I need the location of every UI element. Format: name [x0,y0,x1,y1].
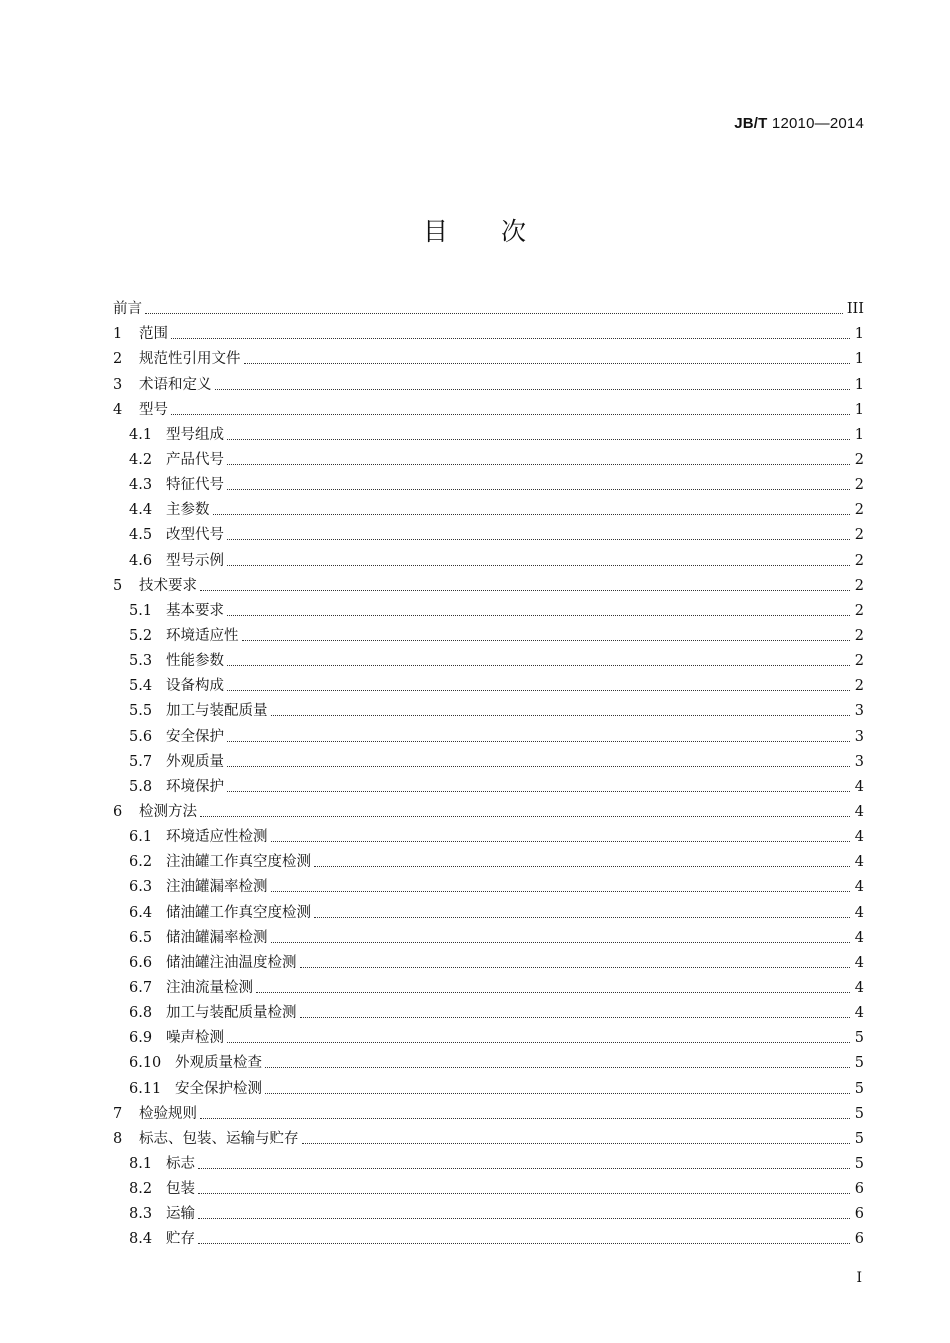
toc-dot-leader [256,991,850,993]
toc-entry-label: 噪声检测 [166,1030,224,1047]
toc-dot-leader [198,1167,850,1169]
toc-entry-label: 环境适应性检测 [166,829,268,846]
toc-entry-number: 6.4 [129,904,153,921]
toc-entry-page: 6 [854,1231,864,1248]
toc-entry-label: 产品代号 [166,451,224,468]
toc-entry-page: 2 [854,552,864,569]
toc-entry-page: 2 [854,527,864,544]
toc-dot-leader [171,413,850,415]
toc-entry-page: 6 [854,1181,864,1198]
toc-entry-number: 3 [113,376,123,393]
toc-entry-number: 6 [113,803,123,820]
toc-dot-leader [145,312,843,314]
toc-dot-leader [215,388,851,390]
toc-entry-number: 8.4 [129,1231,153,1248]
toc-dot-leader [271,714,851,716]
toc-dot-leader [314,865,850,867]
toc-dot-leader [198,1242,850,1244]
toc-entry-page: 2 [854,602,864,619]
toc-entry[interactable] [113,972,864,997]
toc-entry[interactable] [113,771,864,796]
toc-dot-leader [242,639,851,641]
toc-dot-leader [271,890,851,892]
toc-entry-label: 加工与装配质量检测 [166,1005,297,1022]
toc-entry[interactable] [113,343,864,368]
toc-entry-page: 2 [854,627,864,644]
toc-dot-leader [300,966,851,968]
toc-entry[interactable] [113,444,864,469]
toc-entry-page: 1 [854,401,864,418]
page-title-char-2: 次 [501,217,528,246]
toc-entry-number: 4.4 [129,502,153,519]
toc-entry-page: 2 [854,477,864,494]
toc-dot-leader [200,589,850,591]
toc-entry-label: 标志 [166,1155,195,1172]
document-code-number: 12010—2014 [771,115,864,132]
toc-entry[interactable] [113,947,864,972]
toc-entry-label: 包装 [166,1181,195,1198]
toc-dot-leader [213,513,851,515]
toc-entry-page: 2 [854,653,864,670]
toc-entry[interactable] [113,1123,864,1148]
toc-entry-page: 3 [854,753,864,770]
toc-entry[interactable] [113,368,864,393]
toc-entry[interactable] [113,394,864,419]
toc-entry-label: 检验规则 [139,1105,197,1122]
toc-entry-label: 主参数 [166,502,210,519]
toc-entry-number: 5 [113,577,123,594]
toc-entry-page: 5 [854,1155,864,1172]
toc-entry-number: 4 [113,401,123,418]
toc-dot-leader [227,614,850,616]
toc-entry[interactable] [113,846,864,871]
toc-entry-number: 5.5 [129,703,153,720]
toc-entry-page: 2 [854,451,864,468]
toc-entry[interactable] [113,318,864,343]
toc-entry-label: 注油罐工作真空度检测 [166,854,311,871]
toc-entry-number: 6.10 [129,1055,162,1072]
toc-entry[interactable] [113,544,864,569]
toc-entry-number: 8.3 [129,1206,153,1223]
toc-entry-page: 1 [854,351,864,368]
toc-entry-page: 2 [854,678,864,695]
toc-dot-leader [265,1066,850,1068]
toc-entry[interactable] [113,720,864,745]
toc-entry-label: 术语和定义 [139,376,212,393]
toc-dot-leader [227,1041,850,1043]
toc-entry-page: 5 [854,1080,864,1097]
toc-entry[interactable] [113,796,864,821]
toc-entry-number: 1 [113,326,123,343]
toc-entry-label: 规范性引用文件 [139,351,241,368]
toc-entry-number: 5.1 [129,602,153,619]
toc-entry-label: 贮存 [166,1231,195,1248]
toc-entry-number: 2 [113,351,123,368]
toc-entry-number: 4.6 [129,552,153,569]
toc-entry-label: 型号 [139,401,168,418]
toc-entry-label: 型号示例 [166,552,224,569]
toc-entry-label: 运输 [166,1206,195,1223]
toc-entry-label: 标志、包装、运输与贮存 [139,1130,299,1147]
toc-entry-label: 环境保护 [166,778,224,795]
toc-dot-leader [300,1016,851,1018]
toc-entry-label: 设备构成 [166,678,224,695]
toc-entry-page: 4 [854,879,864,896]
toc-entry-label: 特征代号 [166,477,224,494]
toc-entry-page: 5 [854,1130,864,1147]
toc-entry-page: 4 [854,1005,864,1022]
toc-dot-leader [227,564,850,566]
toc-entry[interactable] [113,1223,864,1248]
toc-entry-page: 1 [854,426,864,443]
toc-entry-number: 8.1 [129,1155,153,1172]
toc-entry-page: 4 [854,979,864,996]
document-code-prefix: JB/T [734,115,768,132]
toc-dot-leader [198,1192,850,1194]
toc-dot-leader [314,916,850,918]
toc-entry-page: 3 [854,728,864,745]
toc-entry-number: 5.6 [129,728,153,745]
toc-entry-number: 6.11 [129,1080,162,1097]
toc-entry[interactable] [113,871,864,896]
toc-entry-page: 4 [854,803,864,820]
toc-entry-number: 7 [113,1105,123,1122]
toc-entry-page: 3 [854,703,864,720]
toc-entry-number: 5.4 [129,678,153,695]
toc-entry-number: 6.5 [129,929,153,946]
toc-entry[interactable] [113,1148,864,1173]
toc-entry[interactable] [113,670,864,695]
toc-entry[interactable] [113,1098,864,1123]
toc-entry-page: 5 [854,1105,864,1122]
toc-entry[interactable] [113,746,864,771]
toc-entry-label: 型号组成 [166,426,224,443]
toc-dot-leader [271,840,851,842]
toc-entry-label: 改型代号 [166,527,224,544]
page-number: I [856,1270,862,1286]
toc-dot-leader [227,488,850,490]
toc-dot-leader [227,438,850,440]
toc-dot-leader [227,790,850,792]
toc-entry-label: 安全保护检测 [175,1080,262,1097]
toc-entry-label: 环境适应性 [166,627,239,644]
toc-entry[interactable] [113,1173,864,1198]
toc-entry-number: 6.1 [129,829,153,846]
toc-entry-number: 5.3 [129,653,153,670]
toc-entry[interactable] [113,645,864,670]
toc-entry-label: 注油流量检测 [166,979,253,996]
toc-entry[interactable] [113,922,864,947]
toc-entry[interactable] [113,419,864,444]
toc-entry-page: 4 [854,929,864,946]
toc-entry[interactable] [113,997,864,1022]
toc-entry-label: 储油罐注油温度检测 [166,954,297,971]
toc-dot-leader [227,463,850,465]
toc-entry-page: 4 [854,904,864,921]
toc-dot-leader [171,337,850,339]
toc-entry[interactable] [113,595,864,620]
toc-entry[interactable] [113,1022,864,1047]
toc-entry-label: 注油罐漏率检测 [166,879,268,896]
toc-entry-number: 5.7 [129,753,153,770]
toc-dot-leader [227,689,850,691]
toc-entry-label: 储油罐漏率检测 [166,929,268,946]
toc-entry-number: 8 [113,1130,123,1147]
toc-dot-leader [265,1092,850,1094]
toc-entry-number: 5.8 [129,778,153,795]
toc-dot-leader [227,664,850,666]
toc-entry-number: 4.5 [129,527,153,544]
page-title-char-1: 目 [422,217,449,246]
toc-entry-label: 基本要求 [166,602,224,619]
toc-entry-label: 检测方法 [139,803,197,820]
toc-entry[interactable] [113,494,864,519]
toc-entry[interactable] [113,1072,864,1097]
toc-entry-page: 2 [854,577,864,594]
toc-entry-number: 6.6 [129,954,153,971]
toc-entry-page: 4 [854,829,864,846]
toc-entry-number: 6.9 [129,1030,153,1047]
toc-entry-page: III [846,301,864,318]
table-of-contents [113,293,864,1248]
toc-dot-leader [227,765,850,767]
toc-dot-leader [200,1117,850,1119]
toc-entry-page: 1 [854,326,864,343]
toc-entry[interactable] [113,896,864,921]
document-code [734,115,864,132]
toc-entry-number: 6.3 [129,879,153,896]
toc-entry-number: 6.7 [129,979,153,996]
toc-entry-number: 4.2 [129,451,153,468]
toc-entry-number: 5.2 [129,627,153,644]
toc-dot-leader [271,941,851,943]
toc-entry[interactable] [113,695,864,720]
toc-entry-page: 4 [854,854,864,871]
toc-entry-label: 前言 [113,301,142,318]
toc-entry[interactable] [113,570,864,595]
toc-dot-leader [200,815,850,817]
toc-entry-page: 4 [854,778,864,795]
toc-entry-label: 外观质量检查 [175,1055,262,1072]
toc-entry[interactable] [113,1198,864,1223]
page-title [0,212,950,248]
toc-dot-leader [227,740,850,742]
toc-entry-label: 技术要求 [139,577,197,594]
toc-entry[interactable] [113,821,864,846]
toc-entry-label: 加工与装配质量 [166,703,268,720]
toc-dot-leader [198,1217,850,1219]
toc-entry-label: 性能参数 [166,653,224,670]
toc-entry-number: 4.1 [129,426,153,443]
toc-entry-page: 6 [854,1206,864,1223]
toc-entry-page: 4 [854,954,864,971]
toc-entry[interactable] [113,1047,864,1072]
toc-dot-leader [244,362,851,364]
toc-entry-number: 6.8 [129,1005,153,1022]
toc-dot-leader [302,1142,851,1144]
toc-entry-label: 范围 [139,326,168,343]
toc-entry[interactable] [113,293,864,318]
toc-entry-number: 6.2 [129,854,153,871]
toc-entry-page: 1 [854,376,864,393]
toc-entry-label: 安全保护 [166,728,224,745]
toc-entry-number: 4.3 [129,477,153,494]
toc-entry-number: 8.2 [129,1181,153,1198]
toc-entry-page: 5 [854,1030,864,1047]
toc-entry-label: 储油罐工作真空度检测 [166,904,311,921]
toc-entry[interactable] [113,620,864,645]
toc-dot-leader [227,538,850,540]
toc-entry-page: 2 [854,502,864,519]
toc-entry[interactable] [113,469,864,494]
toc-entry-label: 外观质量 [166,753,224,770]
toc-entry[interactable] [113,519,864,544]
toc-entry-page: 5 [854,1055,864,1072]
